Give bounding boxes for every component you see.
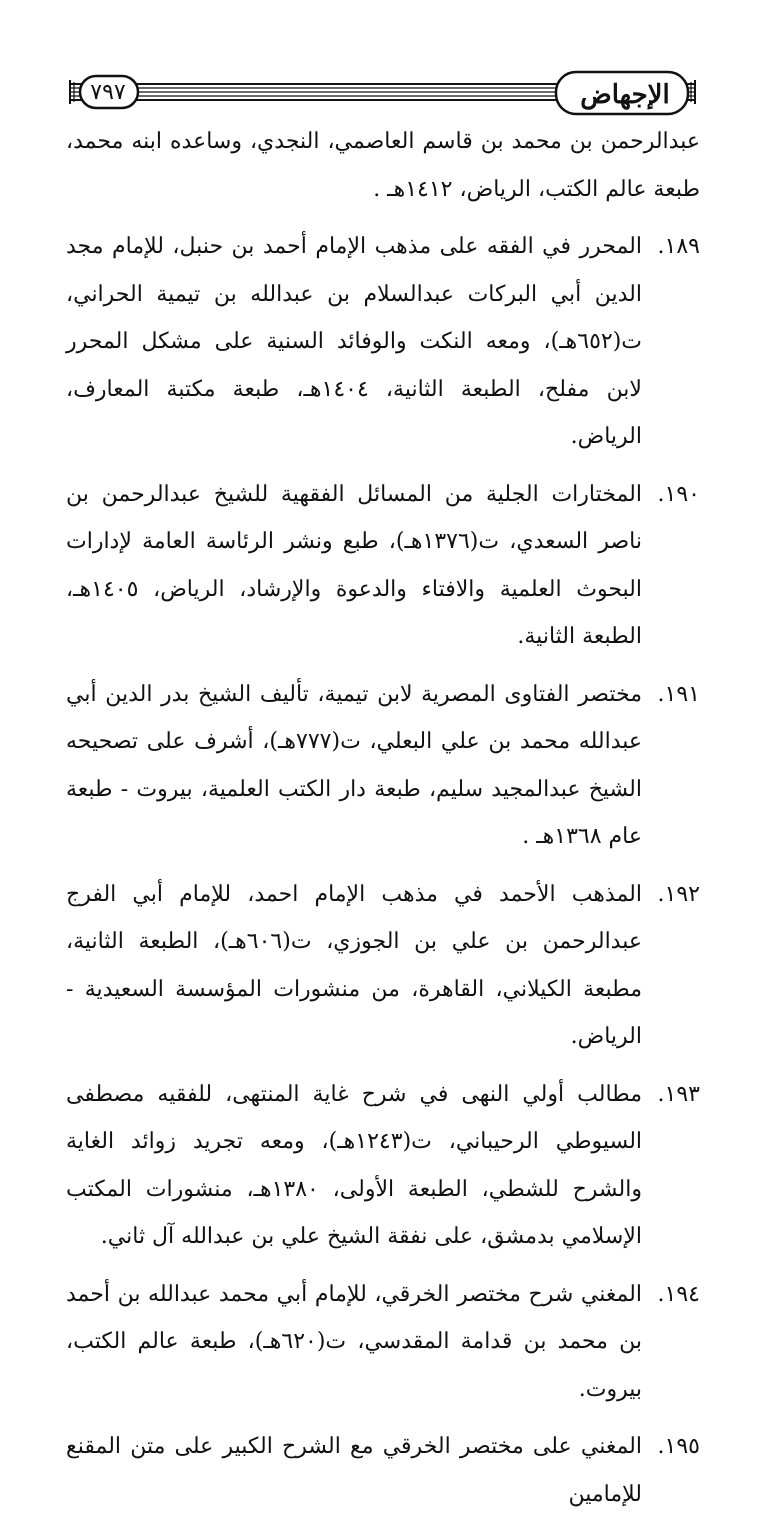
continued-entry-text: عبدالرحمن بن محمد بن قاسم العاصمي، النجدي، وساعده ابنه محمد، طبعة عالم الكتب، الرياض، ١٤١٢هـ . xyxy=(66,129,700,202)
entry-number: ١٩٤. xyxy=(657,1281,700,1307)
reference-entry-195 xyxy=(66,1423,700,1518)
entry-text: المذهب الأحمد في مذهب الإمام احمد، للإمام أبي الفرج عبدالرحمن بن علي بن الجوزي، ت(٦٠٦هـ)، الطبعة الثانية، مطبعة الكيلاني، القاهرة، من منشورات المؤسسة السعيدية - الرياض. xyxy=(66,881,642,1049)
entry-number: ١٩٣. xyxy=(657,1081,700,1107)
entry-number: ١٨٩. xyxy=(657,234,700,259)
entry-number: ١٩٠. xyxy=(657,481,700,507)
reference-entry-191 xyxy=(66,671,700,861)
page-number: ٧٩٧ xyxy=(90,79,126,105)
entry-number: ١٩٥. xyxy=(657,1434,700,1459)
entry-text: المغني شرح مختصر الخرقي، للإمام أبي محمد عبدالله بن أحمد بن محمد بن قدامة المقدسي، ت(٦٢٠هـ)، طبعة عالم الكتب، بيروت. xyxy=(66,1281,642,1402)
entry-text: المحرر في الفقه على مذهب الإمام أحمد بن حنبل، للإمام مجد الدين أبي البركات عبدالسلام بن عبدالله بن تيمية الحراني، ت(٦٥٢هـ)، ومعه النكت والوفائد السنية على مشكل المحرر لابن مفلح، الطبعة الثانية، ١٤٠٤هـ، طبعة مكتبة المعارف، الرياض. xyxy=(66,234,642,449)
reference-entry-194 xyxy=(66,1271,700,1414)
entry-text: مطالب أولي النهى في شرح غاية المنتهى، للفقيه مصطفى السيوطي الرحيباني، ت(١٢٤٣هـ)، ومعه تجريد زوائد الغاية والشرح للشطي، الطبعة الأولى، ١٣٨٠هـ، منشورات المكتب الإسلامي بدمشق، على نفقة الشيخ علي بن عبدالله آل ثاني. xyxy=(66,1081,643,1249)
entry-text: مختصر الفتاوى المصرية لابن تيمية، تأليف الشيخ بدر الدين أبي عبدالله محمد بن علي البعلي، ت(٧٧٧هـ)، أشرف على تصحيحه الشيخ عبدالمجيد سليم، طبعة دار الكتب العلمية، بيروت - طبعة عام ١٣٦٨هـ . xyxy=(66,681,643,849)
reference-entry-192 xyxy=(66,871,700,1061)
reference-entry-189 xyxy=(66,223,700,461)
entry-text: المختارات الجلية من المسائل الفقهية للشيخ عبدالرحمن بن ناصر السعدي، ت(١٣٧٦هـ)، طبع ونشر الرئاسة العامة لإدارات البحوث العلمية والافتاء والدعوة والإرشاد، الرياض، ١٤٠٥هـ، الطبعة الثانية. xyxy=(66,481,642,649)
entry-number: ١٩٢. xyxy=(657,881,700,907)
reference-entry-190 xyxy=(66,471,700,661)
page-header xyxy=(0,0,765,125)
entry-number: ١٩١. xyxy=(657,681,700,707)
entry-text: المغني على مختصر الخرقي مع الشرح الكبير على متن المقنع للإمامين xyxy=(66,1434,642,1507)
chapter-title: الإجهاض xyxy=(580,80,670,110)
reference-entry-193 xyxy=(66,1071,700,1261)
references-list xyxy=(66,118,700,1528)
